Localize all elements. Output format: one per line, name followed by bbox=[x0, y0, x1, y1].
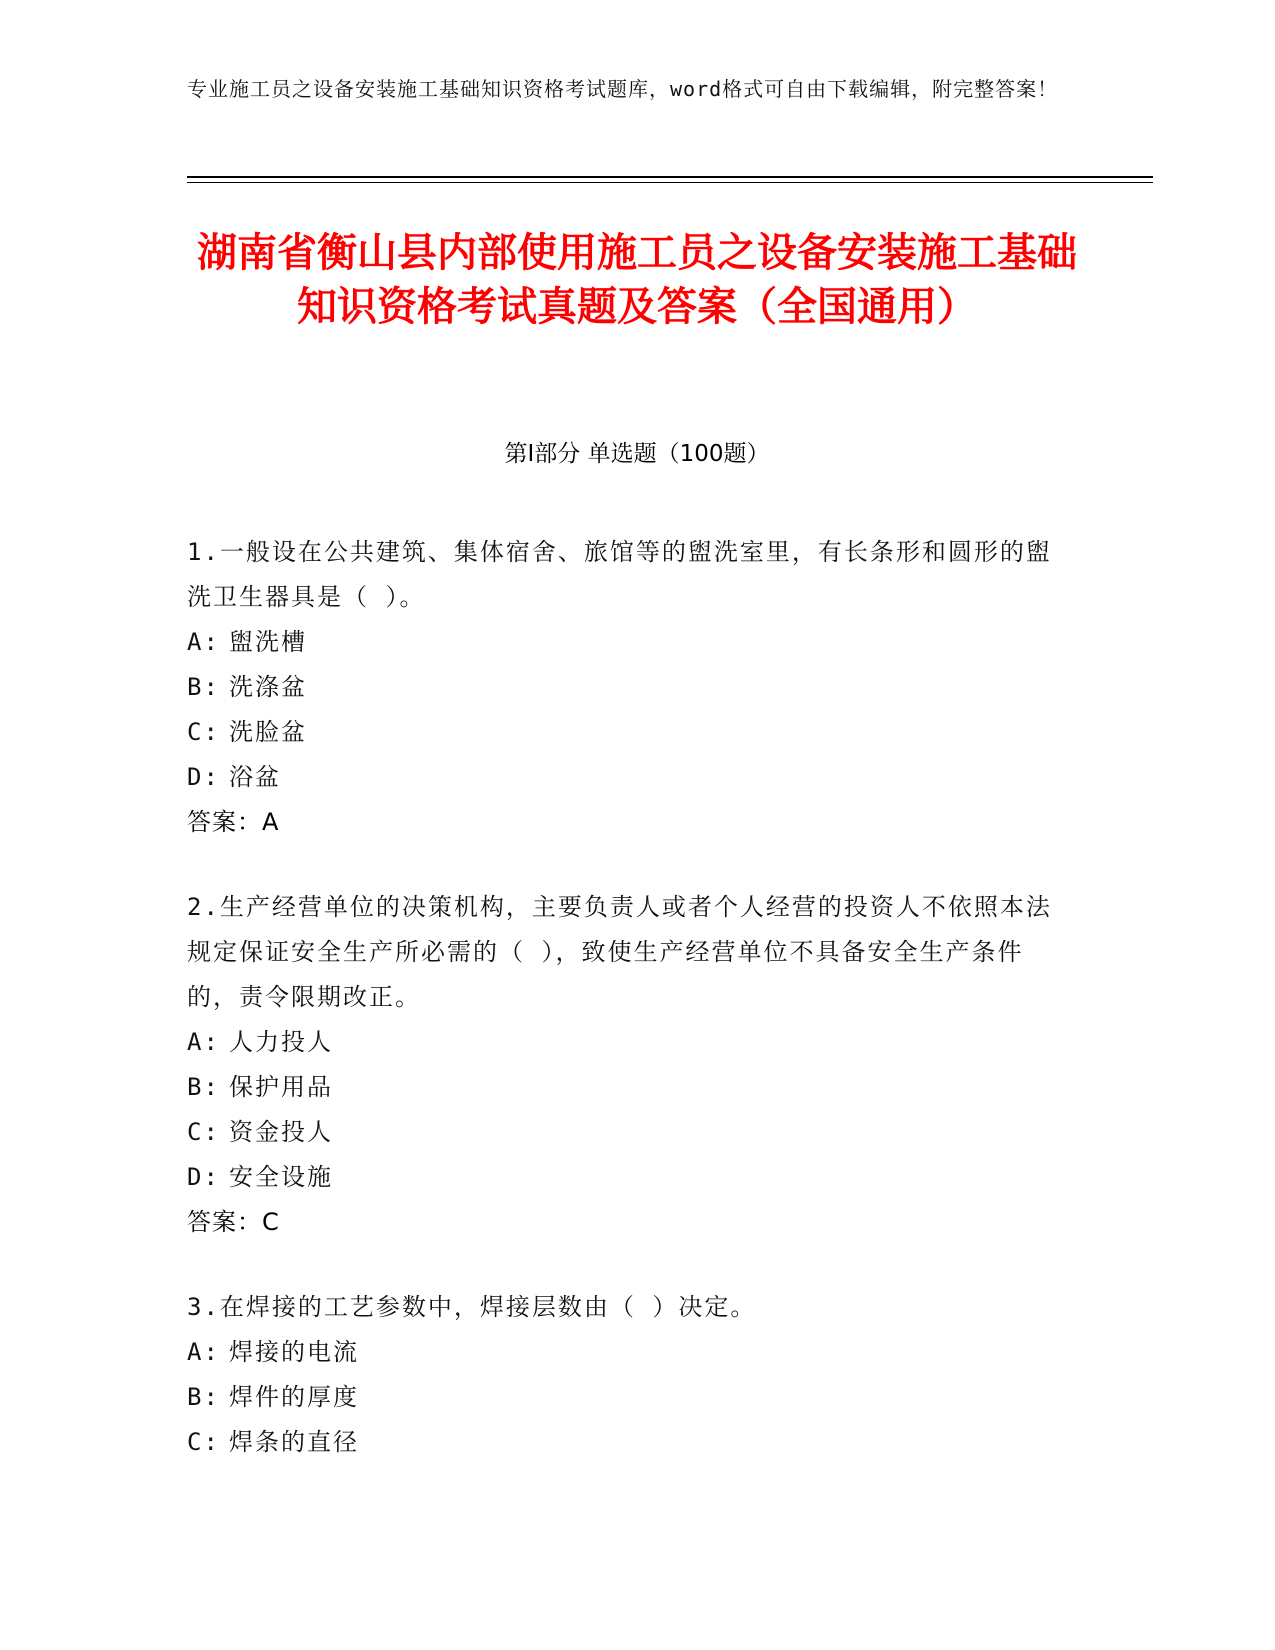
option-b bbox=[187, 665, 1067, 710]
question-stem: 1.一般设在公共建筑、集体宿舍、旅馆等的盥洗室里，有长条形和圆形的盥洗卫生器具是（ ）。 bbox=[187, 538, 1052, 611]
question-stem: 2.生产经营单位的决策机构，主要负责人或者个人经营的投资人不依照本法规定保证安全生产所必需的（ ），致使生产经营单位不具备安全生产条件的，责令限期改正。 bbox=[187, 893, 1052, 1011]
option-d bbox=[187, 755, 1067, 800]
option-label: B: bbox=[187, 673, 220, 701]
option-label: B: bbox=[187, 1073, 220, 1101]
option-b bbox=[187, 1065, 1067, 1110]
option-text: 焊条的直径 bbox=[229, 1428, 359, 1456]
option-text: 洗涤盆 bbox=[229, 673, 307, 701]
document-title: 湖南省衡山县内部使用施工员之设备安装施工基础知识资格考试真题及答案（全国通用） bbox=[197, 230, 1077, 330]
header-rule-thin bbox=[187, 182, 1153, 183]
option-a bbox=[187, 1330, 1067, 1375]
option-a bbox=[187, 620, 1067, 665]
option-label: D: bbox=[187, 763, 220, 791]
answer-line: 答案：A bbox=[187, 808, 280, 836]
option-label: C: bbox=[187, 1118, 220, 1146]
option-c bbox=[187, 710, 1067, 755]
option-text: 盥洗槽 bbox=[229, 628, 307, 656]
question-2 bbox=[187, 885, 1067, 1245]
option-text: 焊接的电流 bbox=[229, 1338, 359, 1366]
option-label: A: bbox=[187, 628, 220, 656]
option-label: C: bbox=[187, 1428, 220, 1456]
option-text: 人力投人 bbox=[229, 1028, 333, 1056]
option-d bbox=[187, 1155, 1067, 1200]
option-b bbox=[187, 1375, 1067, 1420]
option-text: 洗脸盆 bbox=[229, 718, 307, 746]
option-label: D: bbox=[187, 1163, 220, 1191]
option-label: A: bbox=[187, 1028, 220, 1056]
option-c bbox=[187, 1110, 1067, 1155]
header-rule-thick bbox=[187, 176, 1153, 178]
option-label: A: bbox=[187, 1338, 220, 1366]
header-note: 专业施工员之设备安装施工基础知识资格考试题库，word格式可自由下载编辑，附完整答案！ bbox=[187, 77, 1059, 101]
option-text: 安全设施 bbox=[229, 1163, 333, 1191]
question-list bbox=[187, 530, 1067, 1505]
section-heading: 第Ⅰ部分 单选题（100题） bbox=[504, 441, 770, 467]
option-text: 浴盆 bbox=[229, 763, 281, 791]
question-stem: 3.在焊接的工艺参数中，焊接层数由（ ）决定。 bbox=[187, 1293, 757, 1321]
option-text: 焊件的厚度 bbox=[229, 1383, 359, 1411]
option-a bbox=[187, 1020, 1067, 1065]
answer-line: 答案：C bbox=[187, 1208, 280, 1236]
option-c bbox=[187, 1420, 1067, 1465]
option-label: B: bbox=[187, 1383, 220, 1411]
option-text: 资金投人 bbox=[229, 1118, 333, 1146]
option-text: 保护用品 bbox=[229, 1073, 333, 1101]
question-3 bbox=[187, 1285, 1067, 1465]
question-1 bbox=[187, 530, 1067, 845]
option-label: C: bbox=[187, 718, 220, 746]
